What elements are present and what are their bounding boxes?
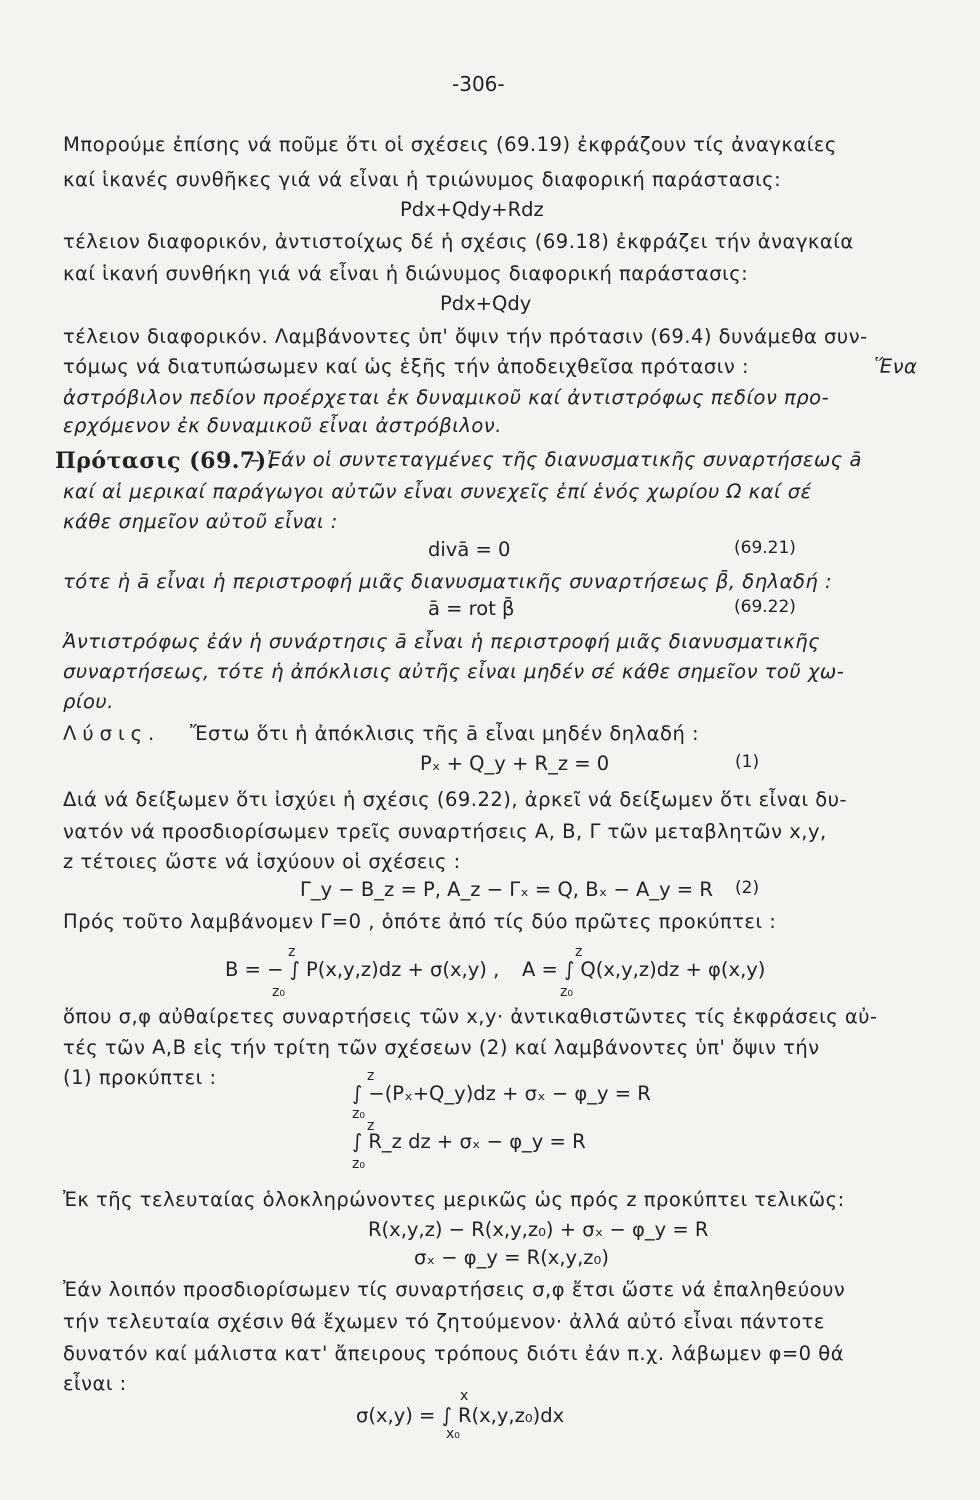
- text-line: συναρτήσεως, τότε ἡ ἀπόκλισις αὐτῆς εἶναι μηδέν σέ κάθε σημεῖον τοῦ χω-: [63, 660, 845, 683]
- solution-label: Λύσις.: [63, 722, 161, 745]
- text-line: τόμως νά διατυπώσωμεν καί ὡς ἑξῆς τήν ἀποδειχθεῖσα πρότασιν :: [63, 355, 750, 378]
- equation-tag: (2): [735, 878, 760, 898]
- equation: R(x,y,z) − R(x,y,z₀) + σₓ − φ_y = R: [368, 1218, 709, 1241]
- text-line: ρίου.: [63, 690, 114, 713]
- equation: ∫ −(Pₓ+Q_y)dz + σₓ − φ_y = R: [352, 1082, 651, 1105]
- integral-lower-limit: z₀: [272, 984, 285, 1000]
- text-line: Ἐάν λοιπόν προσδιορίσωμεν τίς συναρτήσεις σ,φ ἔτσι ὥστε νά ἐπαληθεύουν: [63, 1278, 846, 1301]
- proposition-heading: Πρότασις (69.7).: [55, 448, 275, 474]
- text-line: τότε ἡ ā εἶναι ἡ περιστροφή μιᾶς διανυσματικῆς συναρτήσεως β̄, δηλαδή :: [63, 570, 833, 593]
- text-line: – Ἐάν οἱ συντεταγμένες τῆς διανυσματικῆς συναρτήσεως ā: [250, 448, 862, 471]
- text-line: Διά νά δείξωμεν ὅτι ἰσχύει ἡ σχέσις (69.22), ἀρκεῖ νά δείξωμεν ὅτι εἶναι δυ-: [63, 788, 848, 811]
- text-line: Ἀντιστρόφως ἐάν ἡ συνάρτησις ā εἶναι ἡ περιστροφή μιᾶς διανυσματικῆς: [63, 630, 821, 653]
- equation: ∫ R_z dz + σₓ − φ_y = R: [352, 1130, 586, 1153]
- equation-tag: (1): [735, 752, 760, 772]
- text-line: Ἐκ τῆς τελευταίας ὁλοκληρώνοντες μερικῶς ὡς πρός z προκύπτει τελικῶς:: [63, 1188, 845, 1211]
- equation: Pdx+Qdy+Rdz: [400, 198, 544, 221]
- text-line: Μπορούμε ἐπίσης νά ποῦμε ὅτι οἱ σχέσεις (69.19) ἐκφράζουν τίς ἀναγκαίες: [63, 133, 837, 156]
- text-line: (1) προκύπτει :: [63, 1066, 217, 1089]
- equation: Γ_y − B_z = P, A_z − Γₓ = Q, Bₓ − A_y = R: [300, 878, 713, 901]
- equation: Pₓ + Q_y + R_z = 0: [420, 752, 610, 775]
- page-number: -306-: [452, 72, 505, 96]
- equation-tag: (69.22): [734, 597, 796, 617]
- integral-upper-limit: z: [367, 1068, 375, 1084]
- text-line: z τέτοιες ὥστε νά ἰσχύουν οἱ σχέσεις :: [63, 850, 461, 873]
- text-line: Ἕνα: [874, 355, 918, 378]
- integral-lower-limit: x₀: [446, 1426, 460, 1442]
- text-line: τήν τελευταία σχέσιν θά ἔχωμεν τό ζητούμενον· ἀλλά αὐτό εἶναι πάντοτε: [63, 1310, 825, 1333]
- equation: A = ∫ Q(x,y,z)dz + φ(x,y): [522, 958, 766, 981]
- equation-tag: (69.21): [734, 538, 796, 558]
- text-line: ἀστρόβιλον πεδίον προέρχεται ἐκ δυναμικοῦ καί ἀντιστρόφως πεδίον προ-: [63, 386, 830, 409]
- text-line: εἶναι :: [63, 1372, 127, 1395]
- integral-lower-limit: z₀: [560, 984, 573, 1000]
- text-line: Πρός τοῦτο λαμβάνομεν Γ=0 , ὁπότε ἀπό τίς δύο πρῶτες προκύπτει :: [63, 910, 777, 933]
- text-line: καί ἱκανή συνθήκη γιά νά εἶναι ἡ διώνυμος διαφορική παράστασις:: [63, 262, 749, 285]
- integral-upper-limit: z: [575, 944, 583, 960]
- integral-upper-limit: z: [367, 1118, 375, 1134]
- equation: divā = 0: [428, 538, 511, 561]
- text-line: ερχόμενον ἐκ δυναμικοῦ εἶναι ἀστρόβιλον.: [63, 414, 502, 437]
- text-line: ὅπου σ,φ αὐθαίρετες συναρτήσεις τῶν x,y· ἀντικαθιστῶντες τίς ἐκφράσεις αὐ-: [63, 1005, 878, 1028]
- text-line: κάθε σημεῖον αὐτοῦ εἶναι :: [63, 510, 338, 533]
- integral-lower-limit: z₀: [352, 1106, 365, 1122]
- text-line: καί ἱκανές συνθῆκες γιά νά εἶναι ἡ τριώνυμος διαφορική παράστασις:: [63, 168, 782, 191]
- integral-lower-limit: z₀: [352, 1156, 365, 1172]
- text-line: τές τῶν Α,Β εἰς τήν τρίτη τῶν σχέσεων (2) καί λαμβάνοντες ὑπ' ὄψιν τήν: [63, 1036, 820, 1059]
- equation: B = − ∫ P(x,y,z)dz + σ(x,y) ,: [225, 958, 500, 981]
- text-line: δυνατόν καί μάλιστα κατ' ἄπειρους τρόπους διότι ἐάν π.χ. λάβωμεν φ=0 θά: [63, 1342, 845, 1365]
- text-line: τέλειον διαφορικόν, ἀντιστοίχως δέ ἡ σχέσις (69.18) ἐκφράζει τήν ἀναγκαία: [63, 230, 854, 253]
- equation: ā = rot β̄: [428, 597, 515, 620]
- text-line: Ἔστω ὅτι ἡ ἀπόκλισις τῆς ā εἶναι μηδέν δηλαδή :: [190, 722, 700, 745]
- equation: Pdx+Qdy: [440, 292, 532, 315]
- integral-upper-limit: z: [288, 944, 296, 960]
- equation: σₓ − φ_y = R(x,y,z₀): [414, 1246, 609, 1269]
- text-line: καί αἱ μερικαί παράγωγοι αὐτῶν εἶναι συνεχεῖς ἐπί ἑνός χωρίου Ω καί σέ: [63, 480, 812, 503]
- equation: σ(x,y) = ∫ R(x,y,z₀)dx: [356, 1404, 565, 1427]
- integral-upper-limit: x: [460, 1388, 469, 1404]
- text-line: τέλειον διαφορικόν. Λαμβάνοντες ὑπ' ὄψιν τήν πρότασιν (69.4) δυνάμεθα συν-: [63, 325, 868, 348]
- text-line: νατόν νά προσδιορίσωμεν τρεῖς συναρτήσεις Α, Β, Γ τῶν μεταβλητῶν x,y,: [63, 820, 827, 843]
